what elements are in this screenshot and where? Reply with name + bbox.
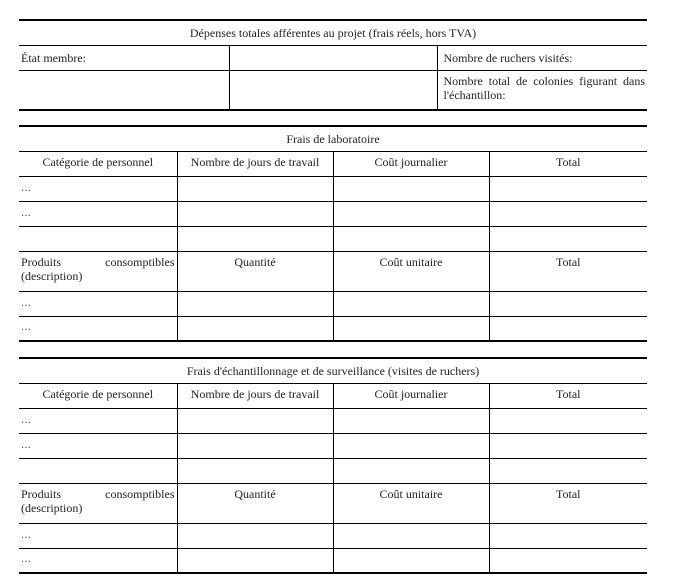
table-cell: [333, 291, 489, 316]
table-cell: [177, 291, 333, 316]
table-cell: [177, 523, 333, 548]
table-cell: [177, 226, 333, 251]
table-cell: [489, 226, 647, 251]
table-cell: [177, 316, 333, 341]
lab-header-quantity: Quantité: [177, 251, 333, 291]
table-cell: [333, 316, 489, 341]
sampling-staff-row-1: …: [19, 408, 177, 433]
table-cell: [489, 523, 647, 548]
lab-staff-row-1: …: [19, 176, 177, 201]
member-state-value: [229, 45, 437, 70]
table-cell: [333, 433, 489, 458]
sampling-header-consumables: Produits consomptibles (description): [19, 483, 177, 523]
table-cell: [177, 458, 333, 483]
table-cell: [333, 408, 489, 433]
table-cell: [489, 458, 647, 483]
lab-header-work-days: Nombre de jours de travail: [177, 151, 333, 176]
lab-header-consumables-total: Total: [489, 251, 647, 291]
table-cell: [177, 176, 333, 201]
lab-consumable-row-1: …: [19, 291, 177, 316]
sampling-costs-title: Frais d'échantillonnage et de surveillance (visites de ruchers): [19, 358, 647, 383]
lab-consumable-row-2: …: [19, 316, 177, 341]
table-cell: [177, 408, 333, 433]
table-cell: [177, 201, 333, 226]
lab-header-total: Total: [489, 151, 647, 176]
lab-header-consumables: Produits consomptibles (description): [19, 251, 177, 291]
table-cell: [489, 201, 647, 226]
lab-costs-table: [19, 125, 647, 342]
table-cell: [333, 176, 489, 201]
lab-header-unit-cost: Coût unitaire: [333, 251, 489, 291]
sampling-staff-row-3: [19, 458, 177, 483]
table-cell: [489, 408, 647, 433]
lab-staff-row-2: …: [19, 201, 177, 226]
lab-header-daily-cost: Coût journalier: [333, 151, 489, 176]
table-cell: [333, 523, 489, 548]
table-cell: [177, 433, 333, 458]
apiaries-visited-label: Nombre de ruchers visités:: [437, 45, 647, 70]
table-cell: [333, 226, 489, 251]
sampling-staff-row-2: …: [19, 433, 177, 458]
table-cell: [489, 316, 647, 341]
lab-costs-title: Frais de laboratoire: [19, 126, 647, 151]
sampling-costs-table: [19, 357, 647, 574]
table-cell: [177, 548, 333, 573]
table-cell: [489, 548, 647, 573]
empty-cell: [229, 70, 437, 110]
sampling-header-quantity: Quantité: [177, 483, 333, 523]
sampling-header-staff-category: Catégorie de personnel: [19, 383, 177, 408]
empty-cell: [19, 70, 229, 110]
sampling-header-consumables-total: Total: [489, 483, 647, 523]
colonies-total-label: Nombre total de colonies figurant dans l'échantillon:: [437, 70, 647, 110]
total-costs-title: Dépenses totales afférentes au projet (frais réels, hors TVA): [19, 20, 647, 45]
table-cell: [333, 201, 489, 226]
table-cell: [489, 291, 647, 316]
total-costs-table: [19, 19, 647, 111]
lab-header-staff-category: Catégorie de personnel: [19, 151, 177, 176]
sampling-header-daily-cost: Coût journalier: [333, 383, 489, 408]
sampling-header-work-days: Nombre de jours de travail: [177, 383, 333, 408]
lab-staff-row-3: [19, 226, 177, 251]
table-cell: [333, 548, 489, 573]
sampling-header-total: Total: [489, 383, 647, 408]
table-cell: [333, 458, 489, 483]
sampling-consumable-row-1: …: [19, 523, 177, 548]
table-cell: [489, 176, 647, 201]
table-cell: [489, 433, 647, 458]
member-state-label: État membre:: [19, 45, 229, 70]
sampling-header-unit-cost: Coût unitaire: [333, 483, 489, 523]
sampling-consumable-row-2: …: [19, 548, 177, 573]
